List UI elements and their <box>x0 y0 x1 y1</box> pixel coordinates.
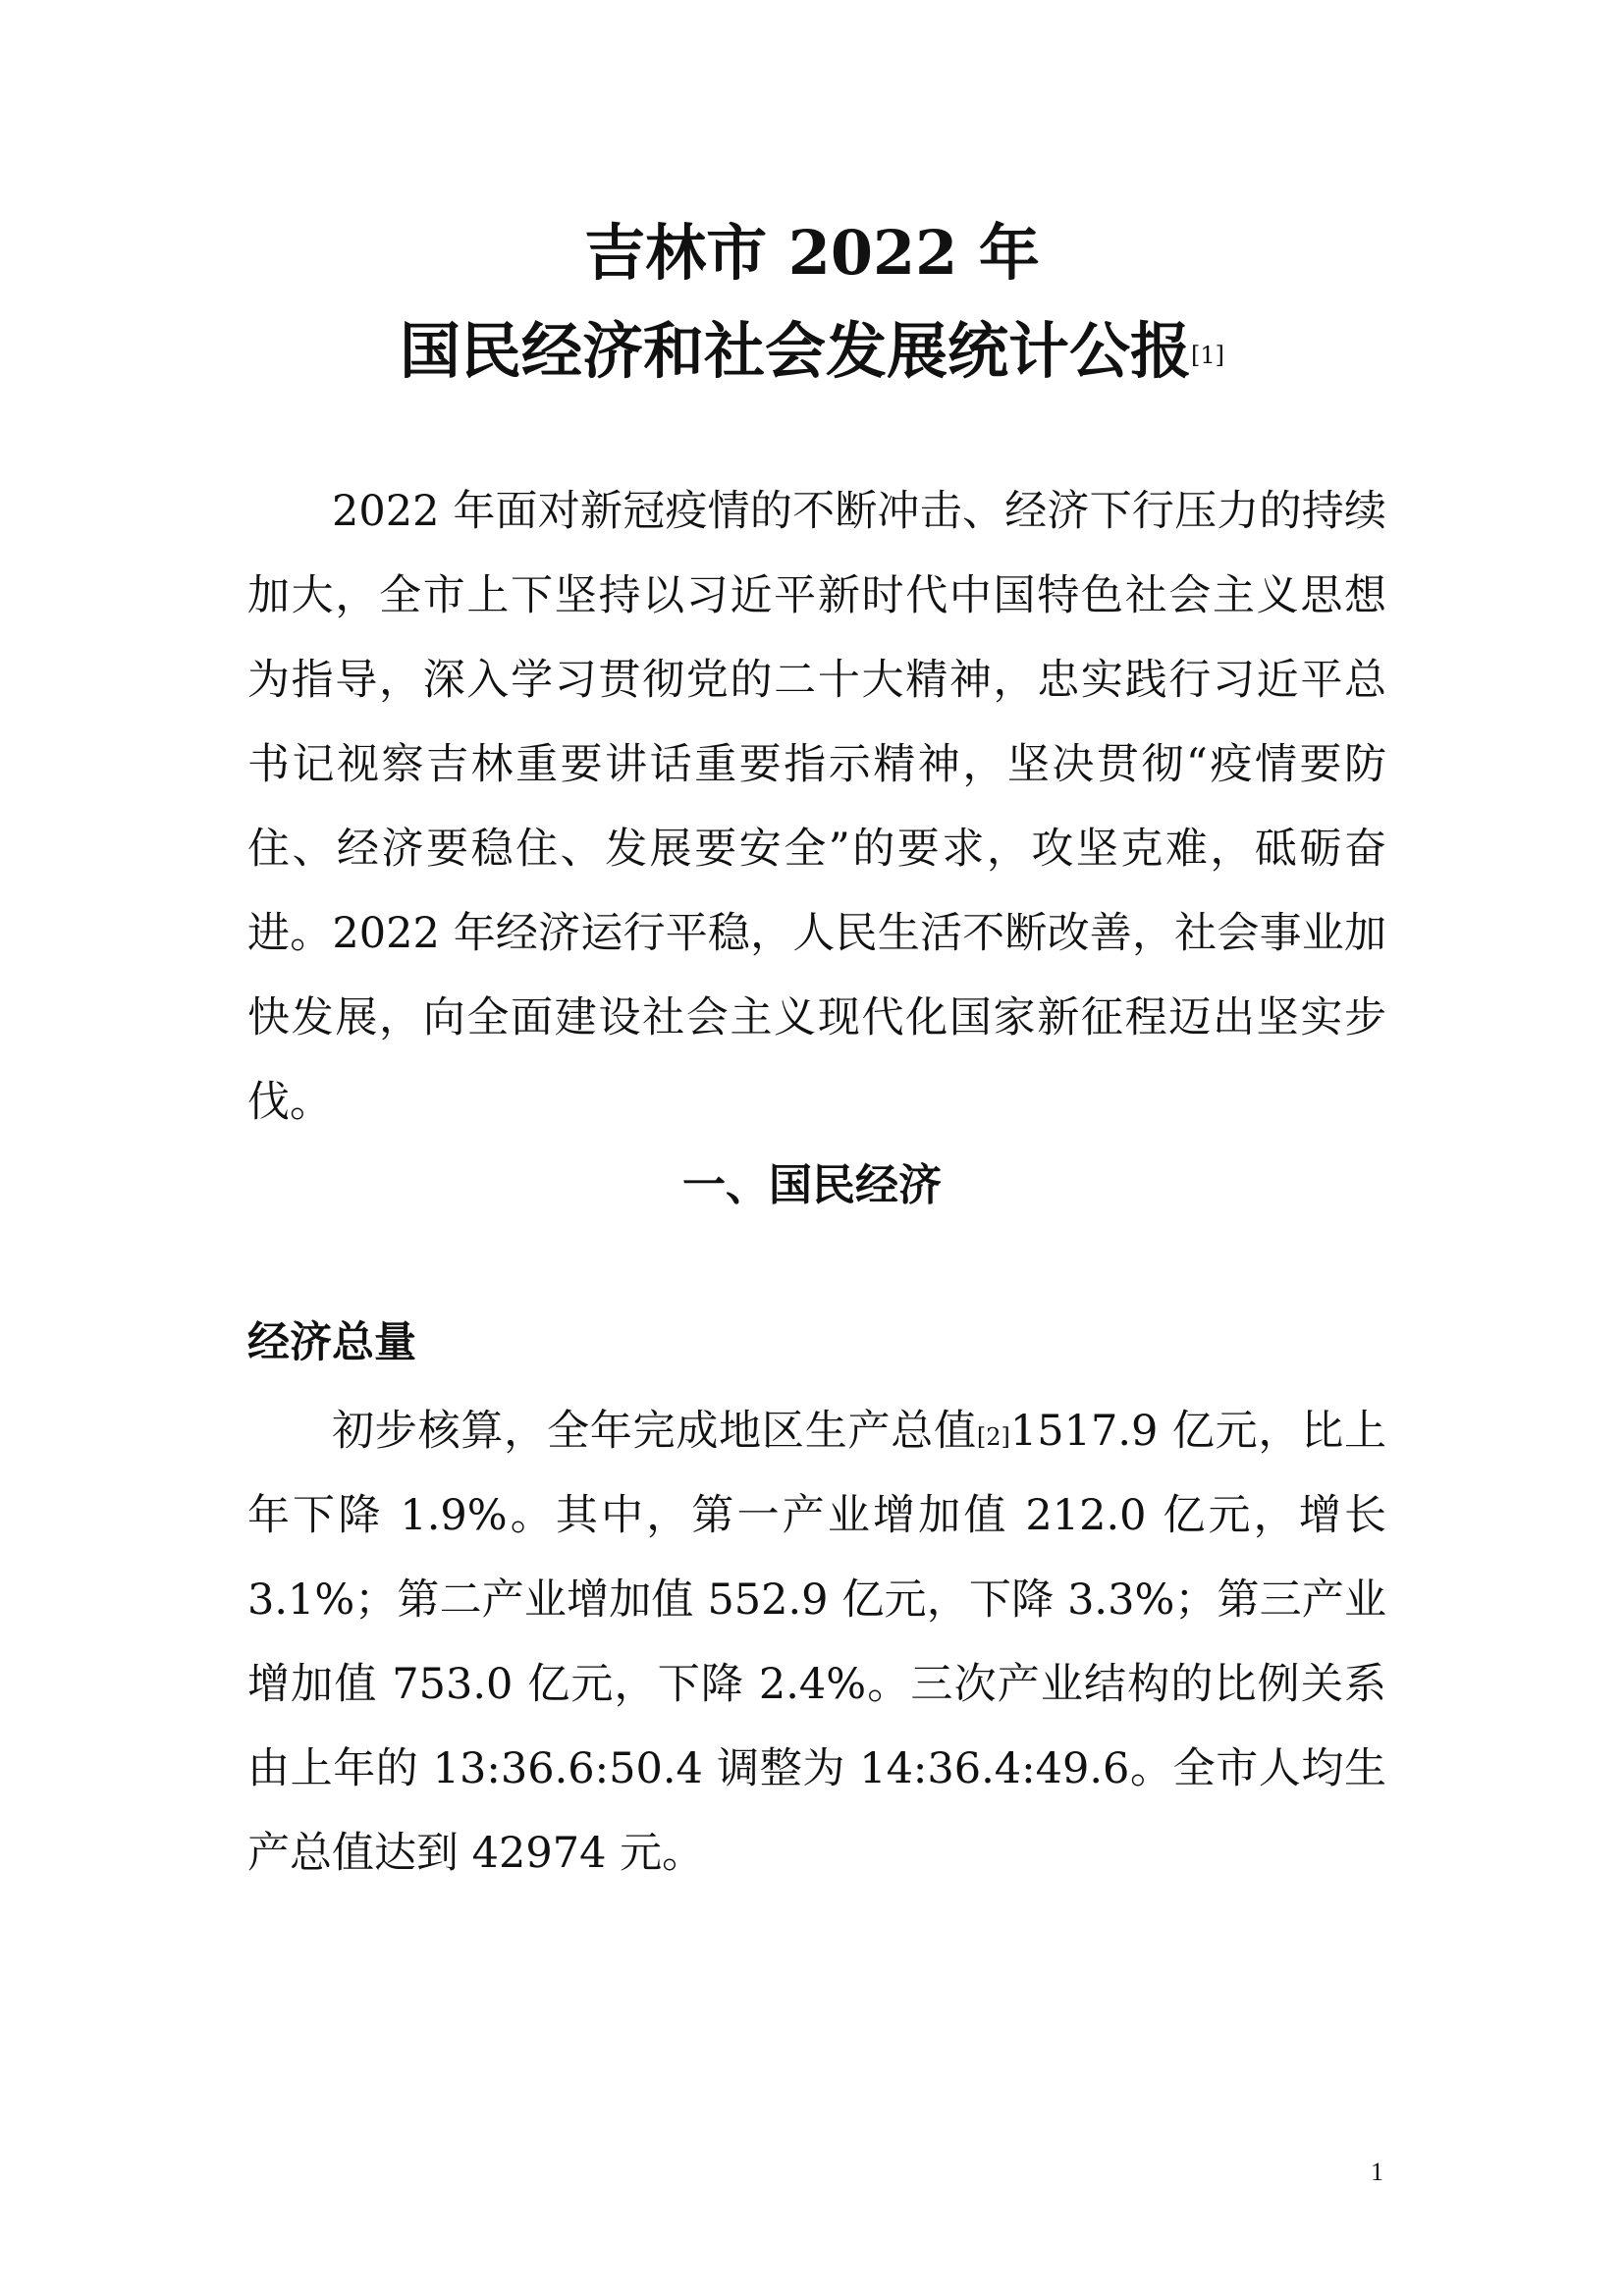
document-title-line-2 <box>0 312 1624 391</box>
gdp-footnote-marker[interactable]: [2] <box>976 1423 1010 1451</box>
gdp-paragraph-part-2: 1517.9 亿元，比上年下降 1.9%。其中，第一产业增加值 212.0 亿元，增长 3.1%；第二产业增加值 552.9 亿元，下降 3.3%；第三产业增加值 753.0 亿元，下降 2.4%。三次产业结构的比例关系由上年的 13:36.6:50.4 调整为 14:36.4:49.6。全市人均生产总值达到 42974 元。 <box>247 1407 1386 1878</box>
subsection-heading-economic-aggregate: 经济总量 <box>247 1318 416 1367</box>
page-number: 1 <box>1371 2158 1383 2186</box>
gdp-paragraph-part-1: 初步核算，全年完成地区生产总值 <box>332 1407 977 1456</box>
title-footnote-marker[interactable]: [1] <box>1191 342 1224 369</box>
title-line-1-text: 吉林市 2022 年 <box>584 217 1040 289</box>
section-heading-national-economy: 一、国民经济 <box>682 1160 942 1210</box>
document-title-line-1 <box>0 214 1624 293</box>
gdp-paragraph <box>247 1389 1386 1896</box>
intro-paragraph: 2022 年面对新冠疫情的不断冲击、经济下行压力的持续加大，全市上下坚持以习近平新时代中国特色社会主义思想为指导，深入学习贯彻党的二十大精神，忠实践行习近平总书记视察吉林重要讲话重要指示精神，坚决贯彻“疫情要防住、经济要稳住、发展要安全”的要求，攻坚克难，砥砺奋进。2022 年经济运行平稳，人民生活不断改善，社会事业加快发展，向全面建设社会主义现代化国家新征程迈出坚实步伐。 <box>247 487 1386 1127</box>
title-line-2-text: 国民经济和社会发展统计公报 <box>399 315 1191 387</box>
